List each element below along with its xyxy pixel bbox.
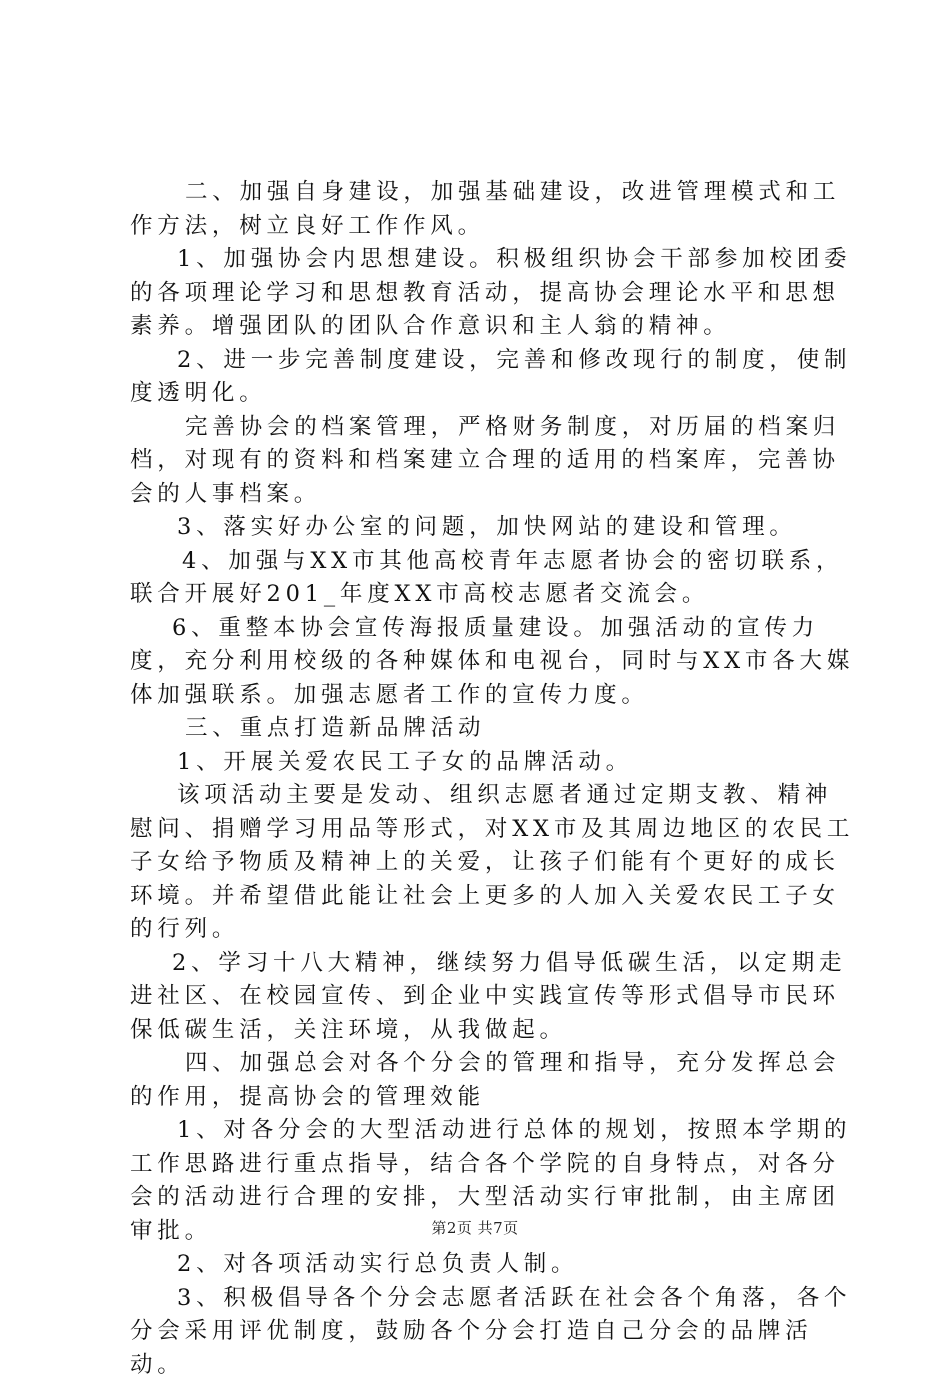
paragraph-item-2: 2、进一步完善制度建设，完善和修改现行的制度，使制度透明化。	[130, 344, 855, 411]
document-body	[130, 176, 855, 1382]
paragraph-item-1: 1、加强协会内思想建设。积极组织协会干部参加校团委的各项理论学习和思想教育活动，提高协会理论水平和思想素养。增强团队的团队合作意识和主人翁的精神。	[130, 243, 855, 344]
paragraph-brand-1-detail: 该项活动主要是发动、组织志愿者通过定期支教、精神慰问、捐赠学习用品等形式，对XX市及其周边地区的农民工子女给予物质及精神上的关爱，让孩子们能有个更好的成长环境。并希望借此能让社会上更多的人加入关爱农民工子女的行列。	[130, 779, 855, 947]
paragraph-section-3-heading: 三、重点打造新品牌活动	[130, 712, 855, 746]
paragraph-item-3: 3、落实好办公室的问题，加快网站的建设和管理。	[130, 511, 855, 545]
paragraph-section-4-heading: 四、加强总会对各个分会的管理和指导，充分发挥总会的作用，提高协会的管理效能	[130, 1047, 855, 1114]
paragraph-branch-1: 1、对各分会的大型活动进行总体的规划，按照本学期的工作思路进行重点指导，结合各个学院的自身特点，对各分会的活动进行合理的安排，大型活动实行审批制，由主席团审批。	[130, 1114, 855, 1248]
paragraph-item-4: 4、加强与XX市其他高校青年志愿者协会的密切联系，联合开展好201_年度XX市高校志愿者交流会。	[130, 545, 855, 612]
paragraph-archive: 完善协会的档案管理，严格财务制度，对历届的档案归档，对现有的资料和档案建立合理的适用的档案库，完善协会的人事档案。	[130, 411, 855, 512]
paragraph-brand-1: 1、开展关爱农民工子女的品牌活动。	[130, 746, 855, 780]
paragraph-section-2-heading: 二、加强自身建设，加强基础建设，改进管理模式和工作方法，树立良好工作作风。	[130, 176, 855, 243]
paragraph-brand-2: 2、学习十八大精神，继续努力倡导低碳生活，以定期走进社区、在校园宣传、到企业中实践宣传等形式倡导市民环保低碳生活，关注环境，从我做起。	[130, 947, 855, 1048]
paragraph-item-6: 6、重整本协会宣传海报质量建设。加强活动的宣传力度，充分利用校级的各种媒体和电视台，同时与XX市各大媒体加强联系。加强志愿者工作的宣传力度。	[130, 612, 855, 713]
paragraph-branch-3: 3、积极倡导各个分会志愿者活跃在社会各个角落，各个分会采用评优制度，鼓励各个分会打造自己分会的品牌活动。	[130, 1282, 855, 1382]
paragraph-branch-2: 2、对各项活动实行总负责人制。	[130, 1248, 855, 1282]
page-number-footer: 第2页 共7页	[0, 1217, 950, 1238]
